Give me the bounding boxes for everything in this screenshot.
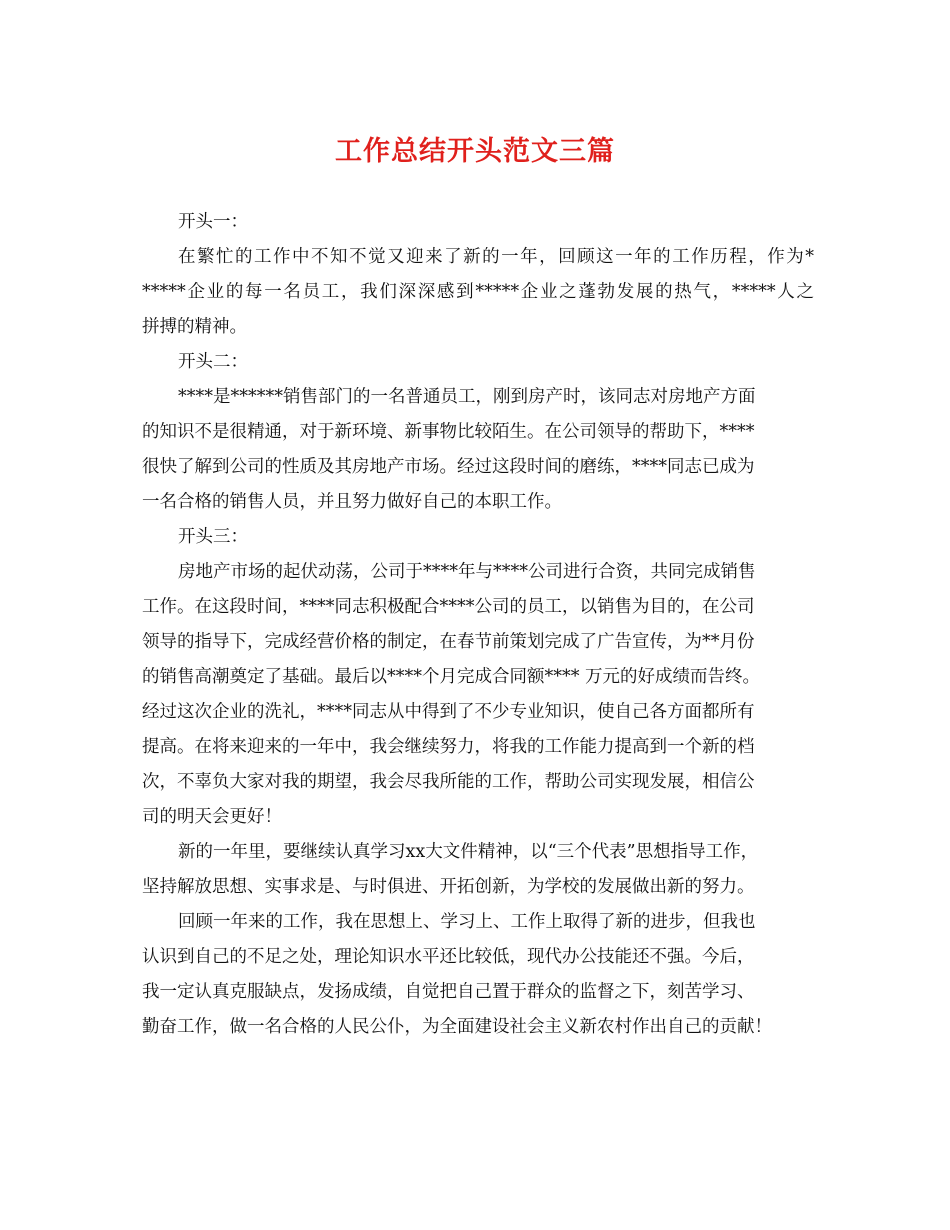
paragraph-line: *****企业的每一名员工，我们深深感到*****企业之蓬勃发展的热气，*****人之 (142, 282, 814, 302)
paragraph-line: 开头一： (178, 212, 248, 232)
paragraph-5 (142, 905, 814, 1045)
paragraph-line: 的知识不是很精通，对于新环境、新事物比较陌生。在公司领导的帮助下，**** (142, 422, 755, 442)
paragraph-line: 坚持解放思想、实事求是、与时俱进、开拓创新，为学校的发展做出新的努力。 (142, 877, 755, 897)
paragraph-line: 在繁忙的工作中不知不觉又迎来了新的一年，回顾这一年的工作历程，作为* (178, 247, 814, 267)
paragraph-line: 房地产市场的起伏动荡，公司于****年与****公司进行合资，共同完成销售 (178, 562, 756, 582)
paragraph-heading-3 (142, 520, 814, 555)
paragraph-heading-1 (142, 205, 814, 240)
paragraph-line: 一名合格的销售人员，并且努力做好自己的本职工作。 (142, 492, 562, 512)
paragraph-line: 开头二： (178, 352, 248, 372)
paragraph-line: 领导的指导下，完成经营价格的制定，在春节前策划完成了广告宣传，为**月份 (142, 632, 755, 652)
paragraph-line: 勤奋工作，做一名合格的人民公仆，为全面建设社会主义新农村作出自己的贡献！ (142, 1017, 772, 1037)
paragraph-3 (142, 555, 814, 835)
paragraph-line: ****是******销售部门的一名普通员工，刚到房产时，该同志对房地产方面 (178, 387, 756, 407)
paragraph-heading-2 (142, 345, 814, 380)
paragraph-line: 很快了解到公司的性质及其房地产市场。经过这段时间的磨练，****同志已成为 (142, 457, 755, 477)
paragraph-line: 提高。在将来迎来的一年中，我会继续努力，将我的工作能力提高到一个新的档 (142, 737, 755, 757)
paragraph-line: 回顾一年来的工作，我在思想上、学习上、工作上取得了新的进步，但我也 (178, 912, 756, 932)
paragraph-line: 我一定认真克服缺点，发扬成绩，自觉把自己置于群众的监督之下，刻苦学习、 (142, 982, 755, 1002)
paragraph-line: 认识到自己的不足之处，理论知识水平还比较低，现代办公技能还不强。今后， (142, 947, 755, 967)
paragraph-line: 拼搏的精神。 (142, 317, 247, 337)
document-title: 工作总结开头范文三篇 (335, 136, 615, 167)
document-body (142, 205, 814, 1045)
paragraph-4 (142, 835, 814, 905)
paragraph-line: 次，不辜负大家对我的期望，我会尽我所能的工作，帮助公司实现发展，相信公 (142, 772, 755, 792)
paragraph-1 (142, 240, 814, 345)
paragraph-line: 经过这次企业的洗礼，****同志从中得到了不少专业知识，使自己各方面都所有 (142, 702, 755, 722)
paragraph-line: 新的一年里，要继续认真学习xx大文件精神，以“三个代表”思想指导工作， (178, 842, 759, 862)
paragraph-line: 开头三： (178, 527, 248, 547)
paragraph-line: 司的明天会更好！ (142, 807, 282, 827)
paragraph-line: 工作。在这段时间，****同志积极配合****公司的员工，以销售为目的，在公司 (142, 597, 755, 617)
paragraph-2 (142, 380, 814, 520)
paragraph-line: 的销售高潮奠定了基础。最后以****个月完成合同额**** 万元的好成绩而告终。 (142, 667, 761, 687)
